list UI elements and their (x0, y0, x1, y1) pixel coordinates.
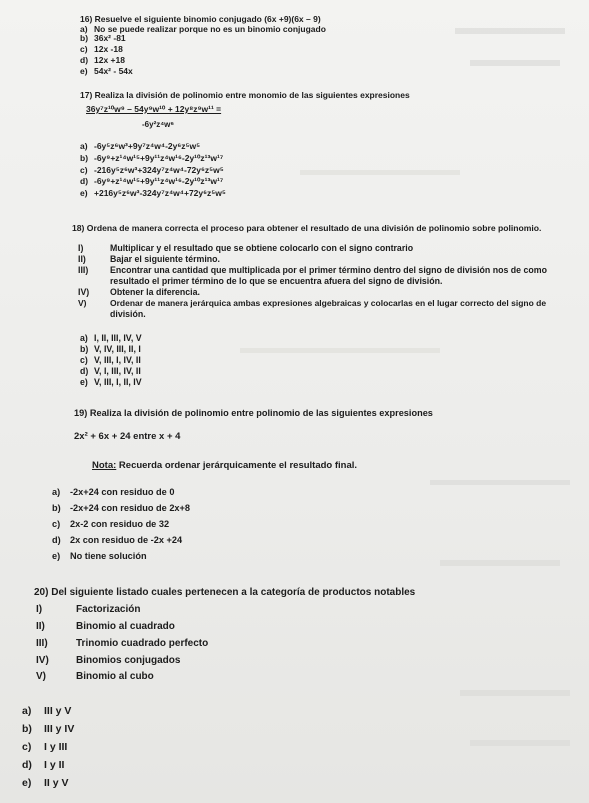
option-e[interactable] (80, 377, 142, 387)
option-letter: c) (80, 165, 88, 175)
option-text: III y V (44, 705, 72, 717)
option-text: V, IV, III, II, I (94, 344, 141, 354)
question-16-title: 16) Resuelve el siguiente binomio conjugado (6x +9)(6x – 9) (80, 14, 321, 24)
option-letter: a) (80, 24, 88, 34)
step-3 (78, 265, 547, 275)
option-letter: d) (52, 535, 61, 545)
option-letter: d) (80, 176, 89, 186)
option-e[interactable] (22, 777, 69, 789)
option-text: -6y⁹+z¹⁴w¹⁵+9y¹¹z⁴w¹⁶-2y¹⁰z¹³w¹⁷ (94, 176, 224, 186)
option-e[interactable] (80, 188, 226, 198)
option-letter: b) (80, 344, 89, 354)
option-letter: d) (80, 55, 89, 65)
option-c[interactable] (52, 519, 169, 529)
option-a[interactable] (52, 487, 174, 497)
option-letter: e) (52, 551, 61, 561)
option-text: 2x con residuo de -2x +24 (70, 535, 183, 545)
option-d[interactable] (80, 176, 223, 187)
option-c[interactable] (80, 355, 141, 365)
option-text: No se puede realizar porque no es un binomio conjugado (94, 24, 326, 34)
option-letter: a) (80, 333, 88, 343)
option-text: 12x +18 (94, 55, 125, 65)
option-text: No tiene solución (70, 551, 147, 561)
division-expression: 2x² + 6x + 24 entre x + 4 (74, 431, 181, 442)
item-text: Trinomio cuadrado perfecto (76, 638, 209, 649)
step-5-continued: división. (110, 309, 146, 319)
fraction-numerator: 36y⁷z¹⁰w⁹ – 54y⁹w¹⁰ + 12y⁸z⁹w¹¹ = (86, 104, 222, 114)
option-b[interactable] (80, 33, 126, 43)
item-numeral: I) (36, 604, 43, 615)
option-text: II y V (44, 777, 69, 789)
option-d[interactable] (22, 759, 64, 771)
option-text: I, II, III, IV, V (94, 333, 142, 343)
option-letter: d) (80, 366, 89, 376)
option-text: 12x -18 (94, 44, 123, 54)
option-text: -6y⁵z⁶w³+9y⁷z⁴w⁴-2y⁶z⁵w⁵ (94, 141, 201, 151)
step-numeral: IV) (78, 287, 90, 297)
step-numeral: III) (78, 265, 89, 275)
option-d[interactable] (80, 55, 125, 65)
step-4 (78, 287, 200, 297)
step-text: Bajar el siguiente término. (110, 254, 220, 264)
item-text: Binomio al cubo (76, 671, 154, 682)
option-letter: b) (80, 153, 89, 163)
option-letter: a) (80, 141, 88, 151)
option-letter: a) (52, 487, 61, 497)
option-text: 2x-2 con residuo de 32 (70, 519, 170, 529)
option-text: I y III (44, 741, 68, 753)
option-e[interactable] (52, 551, 147, 561)
note (92, 460, 357, 471)
option-c[interactable] (22, 741, 67, 753)
step-1 (78, 243, 413, 253)
step-text: Obtener la diferencia. (110, 287, 200, 297)
fraction-denominator: -6y²z⁴w⁶ (142, 120, 175, 129)
option-b[interactable] (52, 503, 190, 513)
item-numeral: II) (36, 621, 45, 632)
option-letter: c) (22, 741, 32, 753)
item-4 (36, 655, 180, 666)
option-text: III y IV (44, 723, 75, 735)
option-text: V, III, I, II, IV (94, 377, 142, 387)
option-text: 36x² -81 (94, 33, 126, 43)
option-text: -2x+24 con residuo de 0 (70, 487, 175, 497)
option-e[interactable] (80, 66, 133, 76)
note-label: Nota: (92, 460, 117, 471)
item-text: Binomios conjugados (76, 655, 181, 666)
item-5 (36, 671, 154, 682)
option-c[interactable] (80, 44, 123, 54)
item-text: Factorización (76, 604, 141, 615)
option-a[interactable] (80, 141, 200, 151)
option-a[interactable] (22, 705, 71, 717)
step-text: Multiplicar y el resultado que se obtiene colocarlo con el signo contrario (110, 243, 414, 253)
step-text: Ordenar de manera jerárquica ambas expresiones algebraicas y colocarlas en el lugar correcto del signo de (110, 298, 547, 308)
option-letter: e) (80, 188, 88, 198)
option-letter: c) (52, 519, 61, 529)
fraction-expression (86, 104, 222, 129)
option-d[interactable] (52, 535, 182, 545)
item-2 (36, 621, 175, 632)
question-20-title: 20) Del siguiente listado cuales pertenecen a la categoría de productos notables (34, 587, 416, 598)
step-numeral: I) (78, 243, 84, 253)
option-text: +216y⁵z⁶w³-324y⁷z⁴w⁴+72y⁶z⁵w⁵ (94, 188, 226, 198)
option-d[interactable] (80, 366, 141, 376)
option-text: -216y⁵z⁶w³+324y⁷z⁴w⁴-72y⁶z⁵w⁵ (94, 165, 224, 175)
option-text: -2x+24 con residuo de 2x+8 (70, 503, 191, 513)
note-text: Recuerda ordenar jerárquicamente el resultado final. (116, 460, 358, 471)
option-text: -6y⁹+z¹⁴w¹⁵+9y¹¹z⁴w¹⁶-2y¹⁰z¹³w¹⁷ (94, 153, 224, 163)
option-b[interactable] (22, 723, 74, 735)
option-c[interactable] (80, 165, 224, 175)
step-numeral: V) (78, 298, 87, 308)
item-numeral: V) (36, 671, 46, 682)
option-b[interactable] (80, 153, 223, 164)
step-2 (78, 254, 220, 264)
option-a[interactable] (80, 333, 142, 343)
item-numeral: III) (36, 638, 48, 649)
question-18-title: 18) Ordena de manera correcta el proceso para obtener el resultado de una división de polinomio sobre polinomio. (72, 223, 542, 233)
option-letter: c) (80, 44, 88, 54)
option-letter: b) (52, 503, 61, 513)
option-letter: b) (80, 33, 89, 43)
option-letter: b) (22, 723, 32, 735)
option-text: I y II (44, 759, 65, 771)
option-text: V, I, III, IV, II (94, 366, 141, 376)
item-3 (36, 638, 208, 649)
item-text: Binomio al cuadrado (76, 621, 175, 632)
item-1 (36, 604, 140, 615)
item-numeral: IV) (36, 655, 49, 666)
option-letter: e) (80, 377, 88, 387)
option-text: 54x² - 54x (94, 66, 133, 76)
step-3-continued: resultado el primer término de lo que se encuentra afuera del signo de división. (110, 276, 443, 286)
option-letter: e) (80, 66, 88, 76)
option-letter: d) (22, 759, 32, 771)
option-letter: e) (22, 777, 32, 789)
step-numeral: II) (78, 254, 86, 264)
option-letter: a) (22, 705, 32, 717)
question-19-title: 19) Realiza la división de polinomio entre polinomio de las siguientes expresiones (74, 408, 433, 418)
option-b[interactable] (80, 344, 141, 354)
question-17-title: 17) Realiza la división de polinomio entre monomio de las siguientes expresiones (80, 90, 410, 100)
option-text: V, III, I, IV, II (94, 355, 141, 365)
step-5 (78, 298, 546, 308)
option-letter: c) (80, 355, 88, 365)
step-text: Encontrar una cantidad que multiplicada por el primer término dentro del signo de división nos de como (110, 265, 547, 275)
